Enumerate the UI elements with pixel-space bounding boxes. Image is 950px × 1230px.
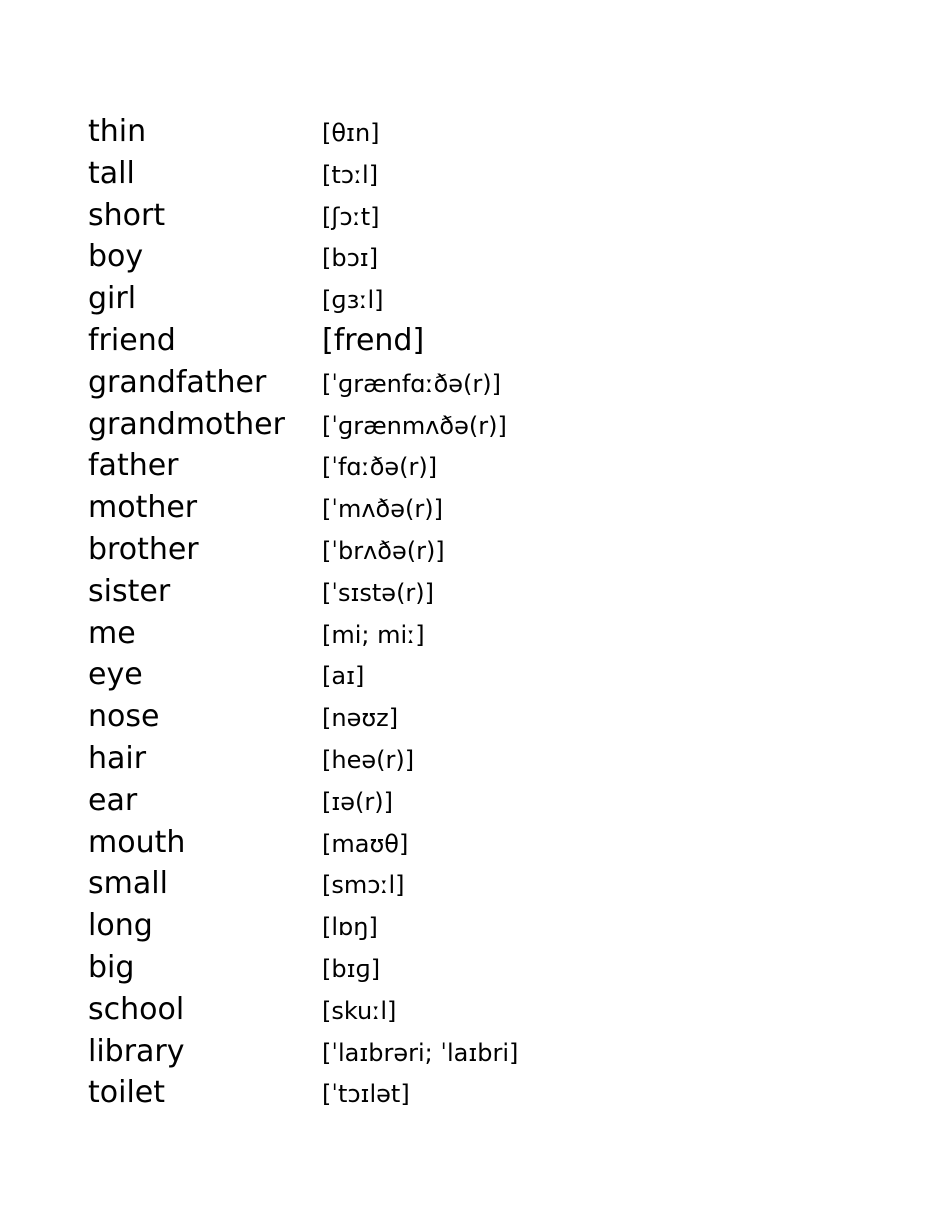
vocab-phonetic: [maʊθ] [322,829,409,858]
vocab-word: brother [88,531,199,567]
vocab-row [88,1031,848,1073]
vocab-row [88,947,848,989]
vocab-row [88,278,848,320]
vocab-word: me [88,615,136,651]
vocab-word: father [88,448,179,484]
vocab-phonetic: [mi; miː] [322,620,425,649]
vocab-phonetic: [bɔɪ] [322,244,379,273]
vocab-row [88,195,848,237]
vocab-row [88,696,848,738]
vocab-phonetic: [ɪə(r)] [322,787,394,816]
vocab-word: girl [88,281,137,317]
vocab-phonetic: [ɡɜːl] [322,286,384,315]
vocab-row [88,404,848,446]
vocab-row [88,1072,848,1114]
vocab-phonetic: [ʃɔːt] [322,202,380,231]
vocab-phonetic: [θɪn] [322,119,380,147]
vocab-word: friend [88,322,176,358]
vocab-word: nose [88,699,160,735]
vocab-row [88,236,848,278]
vocab-word: short [88,197,166,233]
vocab-word: big [88,949,135,985]
vocab-row [88,445,848,487]
vocab-row [88,613,848,655]
vocab-phonetic: [tɔːl] [322,160,379,189]
vocab-row [88,780,848,822]
vocab-word: mother [88,490,198,526]
vocab-row [88,153,848,195]
vocab-row [88,487,848,529]
vocab-row [88,905,848,947]
vocab-word: mouth [88,824,186,860]
vocab-row [88,529,848,571]
vocab-phonetic: [ˈɡrænfɑːðə(r)] [322,369,502,398]
vocab-phonetic: [ˈlaɪbrəri; ˈlaɪbri] [322,1038,519,1067]
vocab-phonetic: [skuːl] [322,996,397,1025]
vocab-word: small [88,866,168,902]
vocab-word: grandmother [88,406,285,442]
vocab-phonetic: [ˈmʌðə(r)] [322,495,443,524]
vocab-row [88,571,848,613]
vocab-word: eye [88,657,143,693]
vocab-phonetic: [ˈtɔɪlət] [322,1080,410,1109]
vocab-phonetic: [bɪɡ] [322,954,381,983]
vocab-word: boy [88,239,144,275]
vocab-phonetic: [heə(r)] [322,745,415,774]
vocab-phonetic: [nəʊz] [322,704,399,733]
vocab-word: sister [88,573,171,609]
vocab-phonetic: [ˈsɪstə(r)] [322,578,435,607]
vocab-phonetic: [lɒŋ] [322,913,378,942]
vocab-word: tall [88,155,135,191]
vocab-word: library [88,1033,185,1069]
vocab-row [88,362,848,404]
vocab-row [88,863,848,905]
vocabulary-list [88,111,848,1114]
vocab-word: long [88,908,153,944]
vocab-word: ear [88,782,138,818]
vocab-row [88,111,848,153]
vocab-word: grandfather [88,364,267,400]
vocab-row [88,320,848,362]
vocab-word: thin [88,114,147,149]
vocab-word: hair [88,740,147,776]
vocab-phonetic: [smɔːl] [322,871,405,900]
vocab-phonetic: [ˈfɑːðə(r)] [322,453,438,482]
vocab-row [88,822,848,864]
vocab-phonetic: [frend] [322,322,425,358]
vocab-word: toilet [88,1075,166,1111]
vocab-row [88,989,848,1031]
vocab-row [88,738,848,780]
vocab-row [88,654,848,696]
vocab-phonetic: [aɪ] [322,662,365,691]
vocab-phonetic: [ˈɡrænmʌðə(r)] [322,411,507,440]
vocab-word: school [88,991,185,1027]
vocab-phonetic: [ˈbrʌðə(r)] [322,536,445,565]
